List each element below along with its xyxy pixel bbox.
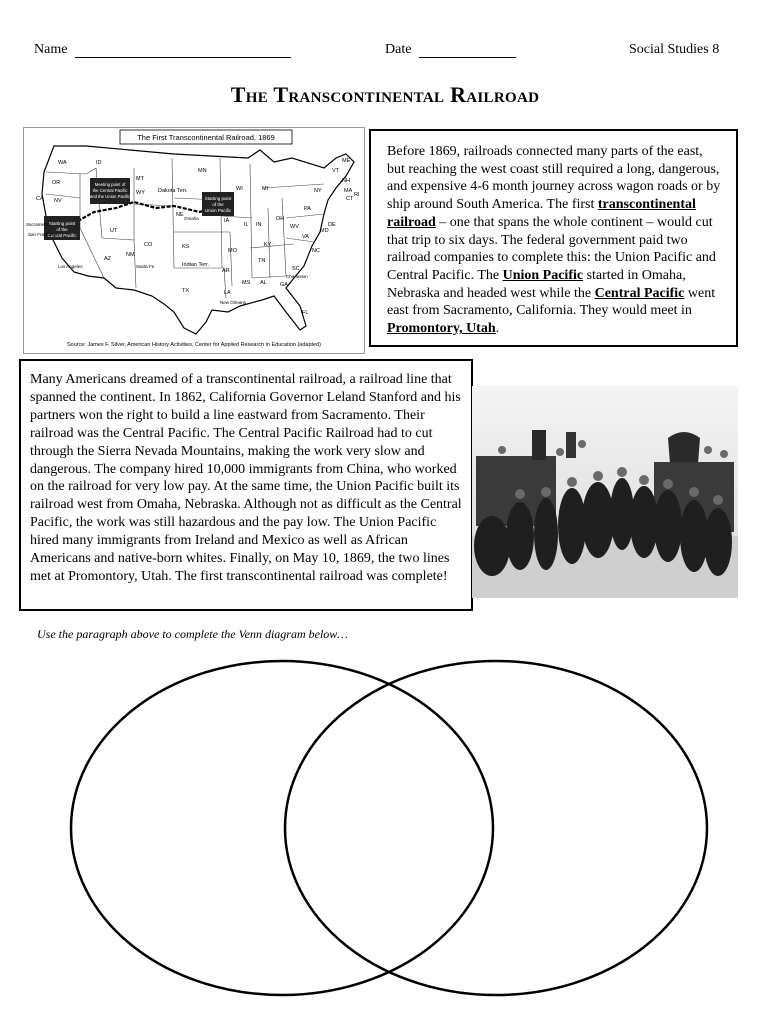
svg-text:WY: WY [136,190,145,196]
name-field[interactable] [34,42,291,58]
svg-text:ME: ME [342,158,351,164]
svg-text:MI: MI [262,186,269,192]
svg-text:Sacramento: Sacramento [26,222,51,227]
svg-text:and the Union Pacific: and the Union Pacific [89,194,131,199]
svg-text:OR: OR [52,180,61,186]
venn-right-circle[interactable] [285,661,707,995]
svg-text:Union Pacific: Union Pacific [204,208,232,213]
date-field[interactable] [385,42,516,58]
meeting-point-label: Meeting point of [94,182,126,187]
svg-text:Omaha: Omaha [184,216,199,221]
svg-text:NC: NC [312,248,320,254]
svg-text:GA: GA [280,282,288,288]
svg-text:MT: MT [136,176,144,182]
venn-diagram[interactable] [0,650,770,1024]
svg-text:NM: NM [126,252,135,258]
railroad-map [23,127,365,354]
term-union-pacific: Union Pacific [502,267,584,283]
svg-text:MA: MA [344,188,353,194]
svg-text:Los Angeles: Los Angeles [58,264,83,269]
svg-text:IN: IN [256,222,262,228]
svg-text:MN: MN [198,168,207,174]
svg-text:TN: TN [258,258,266,264]
term-promontory-utah: Promontory, Utah [387,321,496,337]
svg-text:ID: ID [96,160,102,166]
us-outline [42,146,354,334]
svg-text:UT: UT [110,228,118,234]
map-source: Source: James F. Silver, American History Activities, Center for Applied Research in Education (adapted) [66,342,322,348]
svg-text:IL: IL [244,222,249,228]
svg-text:WA: WA [58,160,67,166]
svg-text:SC: SC [292,266,300,272]
svg-text:MD: MD [320,228,329,234]
svg-text:New Orleans: New Orleans [220,300,247,305]
name-blank[interactable] [75,43,291,58]
svg-text:WI: WI [236,186,243,192]
svg-text:of the: of the [212,202,224,207]
svg-text:WV: WV [290,224,299,230]
svg-text:PA: PA [304,206,311,212]
svg-text:AZ: AZ [104,256,112,262]
course-label: Social Studies 8 [629,42,720,57]
svg-text:LA: LA [224,290,231,296]
svg-text:MS: MS [242,280,251,286]
svg-text:NH: NH [342,178,350,184]
svg-text:CO: CO [144,242,153,248]
svg-text:KS: KS [182,244,190,250]
svg-text:VA: VA [302,234,309,240]
svg-text:TX: TX [182,288,190,294]
svg-text:Indian Terr.: Indian Terr. [182,262,210,268]
page-title: The Transcontinental Railroad [230,82,540,107]
date-blank[interactable] [419,43,516,58]
svg-text:NE: NE [176,212,184,218]
svg-text:CA: CA [36,196,44,202]
svg-text:Dakota Terr.: Dakota Terr. [158,188,188,194]
svg-text:DE: DE [328,222,336,228]
up-start-label: Starting point [204,196,232,201]
term-central-pacific: Central Pacific [594,285,685,301]
svg-text:AL: AL [260,280,267,286]
svg-text:Santa Fe: Santa Fe [136,264,155,269]
instruction-text: Use the paragraph above to complete the Venn diagram below… [37,627,348,641]
svg-text:KY: KY [264,242,272,248]
date-label: Date [385,42,412,57]
svg-text:Charleston: Charleston [286,274,308,279]
name-label: Name [34,42,68,57]
svg-text:San Francisco: San Francisco [28,232,57,237]
svg-text:OH: OH [276,216,285,222]
svg-text:NV: NV [54,198,62,204]
svg-text:Central Pacific: Central Pacific [47,233,77,238]
svg-text:IA: IA [224,218,230,224]
venn-left-circle[interactable] [71,661,493,995]
svg-text:VT: VT [332,168,340,174]
svg-text:MO: MO [228,248,237,254]
svg-text:the Central Pacific: the Central Pacific [92,188,128,193]
svg-text:NY: NY [314,188,322,194]
map-title: The First Transcontinental Railroad, 1869 [137,133,275,142]
cp-start-label: Starting point [48,221,76,226]
history-paragraph: Many Americans dreamed of a transcontinental railroad, a railroad line that spanned the continent. In 1862, California Governor Leland Stanford and his partners won the right to build a line eastward from Sacramento. Their railroad was the Central Pacific. The Central Pacific Railroad had to cut through the Sierra Nevada Mountains, making the work very slow and dangerous. The company hired 10,000 immigrants from China, who worked on the railroad for very low pay. At the same time, the Union Pacific built its railroad west from Omaha, Nebraska. Although not as difficult as the Central Pacific, the work was still hazardous and the pay low. The Union Pacific hired many immigrants from Ireland and Mexico as well as African Americans and native-born whites. Finally, on May 10, 1869, the two lines met at Promontory, Utah. The first transcontinental railroad was complete! [19,359,473,611]
golden-spike-photo [472,386,738,598]
svg-text:CT: CT [346,196,354,202]
svg-text:AR: AR [222,268,230,274]
term-transcontinental-railroad: transcontinental railroad [387,197,696,230]
intro-paragraph: Before 1869, railroads connected many parts of the east, but reaching the west coast still required a long, dangerous, and expensive 4-6 month journey across wagon roads or by ship around South America. The first transcontinental railroad – one that spans the whole continent – would cut that trip to six days. The federal government paid two railroad companies to complete this: the Union Pacific and Central Pacific. The Union Pacific started in Omaha, Nebraska and headed west while the Central Pacific went east from Sacramento, California. They would meet in Promontory, Utah. [369,129,738,347]
svg-text:of the: of the [56,227,68,232]
svg-text:RI: RI [354,192,360,198]
svg-text:FL: FL [302,310,309,316]
